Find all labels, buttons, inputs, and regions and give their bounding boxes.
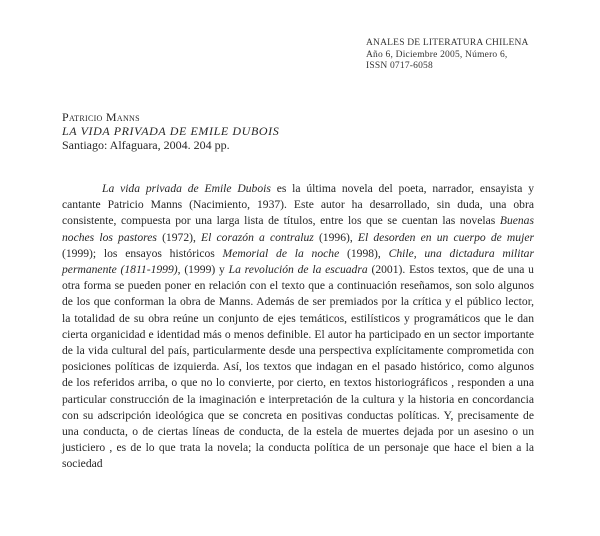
text-run: (1972), bbox=[156, 230, 202, 244]
italic-title: La revolución de la escuadra bbox=[228, 263, 368, 277]
journal-issn: ISSN 0717-6058 bbox=[366, 61, 433, 71]
italic-title: El corazón a contraluz bbox=[201, 230, 314, 244]
text-run: (1998), bbox=[339, 246, 389, 260]
text-run: , (1999) y bbox=[177, 263, 229, 277]
journal-info bbox=[366, 38, 586, 73]
text-run: (1999); los ensayos históricos bbox=[62, 246, 223, 260]
text-run: (1996), bbox=[313, 230, 358, 244]
review-header bbox=[62, 110, 542, 152]
text-run: es la última novela del poeta, narrador, ensayista y cantante Patricio Manns (Nacimiento, 1937). Este autor ha desarrollado, sin duda, una obra consistente, compuesta por una larga lista de títulos, entre los que se cuentan las novelas bbox=[62, 182, 534, 228]
italic-title: Buenas noches los pastores bbox=[62, 214, 534, 244]
book-author: Patricio Manns bbox=[62, 110, 140, 124]
book-title: LA VIDA PRIVADA DE EMILE DUBOIS bbox=[62, 124, 280, 138]
italic-title: Chile, una dictadura militar permanente (1811-1999) bbox=[62, 246, 534, 277]
italic-title: El desorden en un cuerpo de mujer bbox=[357, 230, 534, 244]
journal-issue: Año 6, Diciembre 2005, Número 6, bbox=[366, 49, 508, 60]
italic-title: La vida privada de Emile Dubois bbox=[102, 182, 271, 195]
journal-name: ANALES DE LITERATURA CHILENA bbox=[366, 38, 529, 48]
italic-title: Memorial de la noche bbox=[222, 246, 340, 260]
paragraph bbox=[62, 181, 534, 473]
text-run: (2001). Estos textos, que de una u otra forma se pueden poner en relación con el texto que a continuación reseñamos, son solo algunos de los que conforman la obra de Manns. Además de ser premiados por la crítica y el público lector, la totalidad de su obra reúne un conjunto de ejes temáticos, estilísticos y programáticos que le dan cierta organicidad e identidad más o menos definible. El autor ha participado en un sector importante de la vida cultural del país, particularmente desde una perspectiva explícitamente comprometida con posiciones políticas de izquierda. Así, los textos que indagan en el pasado histórico, como algunos de los referidos arriba, o que no lo convierte, por cierto, en textos historiográficos , responden a una particular construcción de la imaginación e interpretación de la cultura y la historia en concordancia con su adscripción ideológica que se concreta en positivas conductas políticas. Y, precisamente de una conducta, o de ciertas líneas de conducta, de la estela de muertes dejada por un asesino o un justiciero , es de lo que trata la novela; la conducta política de un personaje que hace el bien a la sociedad bbox=[62, 263, 534, 471]
review-body bbox=[62, 181, 534, 473]
publication-info: Santiago: Alfaguara, 2004. 204 pp. bbox=[62, 138, 230, 152]
